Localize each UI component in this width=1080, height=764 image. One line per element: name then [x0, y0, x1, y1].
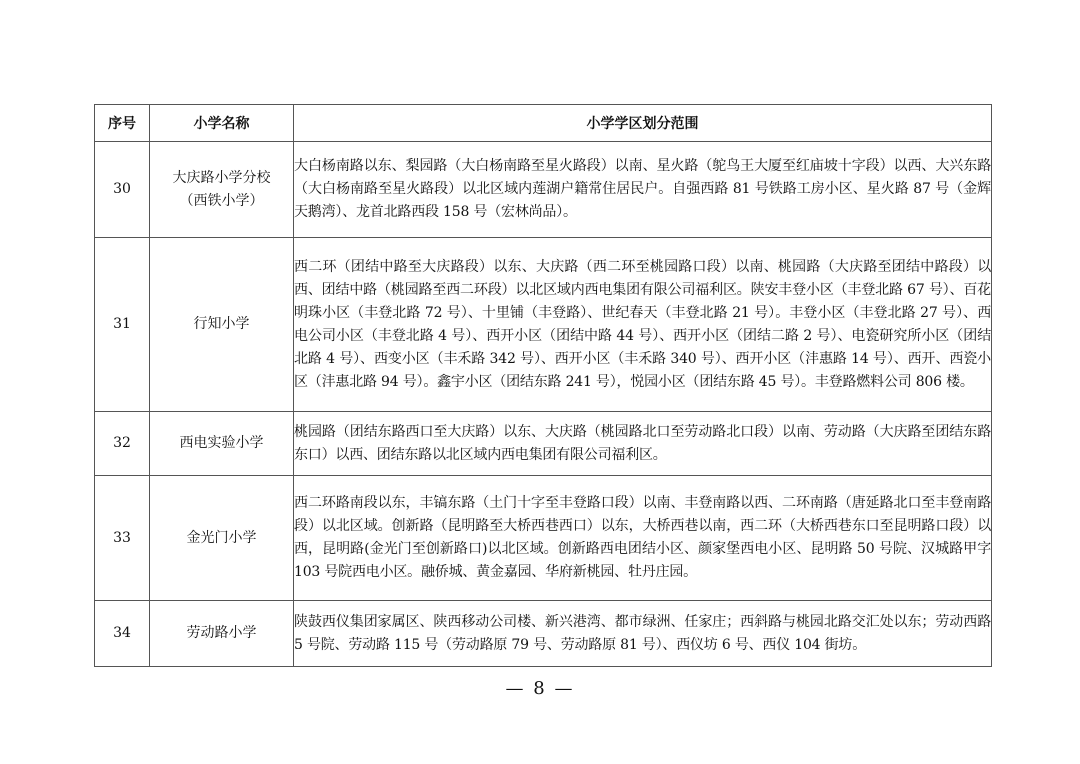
row-number: 34: [95, 601, 150, 667]
school-name: [150, 238, 294, 412]
district-range: 大白杨南路以东、梨园路（大白杨南路至星火路段）以南、星火路（鸵鸟王大厦至红庙坡十字段）以西、大兴东路（大白杨南路至星火路段）以北区域内莲湖户籍常住居民户。自强西路 81 号铁路工房小区、星火路 87 号（金辉天鹅湾）、龙首北路西段 158 号（宏林尚品）。: [294, 142, 992, 238]
school-name-line: 金光门小学: [186, 529, 257, 546]
school-district-table: [94, 104, 992, 667]
table-row: [95, 601, 992, 667]
header-district-range: 小学学区划分范围: [294, 105, 992, 142]
school-name-line: 劳动路小学: [186, 625, 257, 641]
district-range: 桃园路（团结东路西口至大庆路）以东、大庆路（桃园路北口至劳动路北口段）以南、劳动路（大庆路至团结东路东口）以西、团结东路以北区域内西电集团有限公司福利区。: [294, 412, 992, 476]
school-name: [150, 142, 294, 238]
school-name-line: 西电实验小学: [179, 435, 264, 451]
table-row: [95, 238, 992, 412]
district-range: 西二环（团结中路至大庆路段）以东、大庆路（西二环至桃园路口段）以南、桃园路（大庆路至团结中路段）以西、团结中路（桃园路至西二环段）以北区域内西电集团有限公司福利区。陕安丰登小区（丰登北路 67 号）、百花明珠小区（丰登北路 72 号）、十里铺（丰登路）、世纪春天（丰登北路 21 号）。丰登小区（丰登北路 27 号）、西电公司小区（丰登北路 4 号）、西开小区（团结中路 44 号）、西开小区（团结二路 2 号）、电瓷研究所小区（团结北路 4 号）、西变小区（丰禾路 342 号）、西开小区（丰禾路 340 号）、西开小区（沣惠路 14 号）、西开、西瓷小区（沣惠北路 94 号）。鑫宇小区（团结东路 241 号），悦园小区（团结东路 45 号）。丰登路燃料公司 806 楼。: [294, 238, 992, 412]
header-number: 序号: [95, 105, 150, 142]
table-header-row: [95, 105, 992, 142]
school-name-line: 行知小学: [193, 316, 250, 332]
row-number: 33: [95, 476, 150, 601]
district-range: 陕鼓西仪集团家属区、陕西移动公司楼、新兴港湾、都市绿洲、任家庄；西斜路与桃园北路交汇处以东；劳动西路 5 号院、劳动路 115 号（劳动路原 79 号、劳动路原 81 号）、西仪坊 6 号、西仪 104 街坊。: [294, 601, 992, 667]
row-number: 31: [95, 238, 150, 412]
table-row: [95, 142, 992, 238]
district-range: 西二环路南段以东，丰镐东路（土门十字至丰登路口段）以南、丰登南路以西、二环南路（唐延路北口至丰登南路段）以北区域。创新路（昆明路至大桥西巷西口）以东，大桥西巷以南，西二环（大桥西巷东口至昆明路口段）以西，昆明路(金光门至创新路口)以北区域。创新路西电团结小区、颜家堡西电小区、昆明路 50 号院、汉城路甲字 103 号院西电小区。融侨城、黄金嘉园、华府新桃园、牡丹庄园。: [294, 476, 992, 601]
row-number: 32: [95, 412, 150, 476]
school-name: [150, 476, 294, 601]
school-name-subline: （西铁小学）: [179, 192, 264, 209]
school-name: [150, 412, 294, 476]
school-name: [150, 601, 294, 667]
school-name-line: 大庆路小学分校: [172, 169, 271, 186]
table-row: [95, 476, 992, 601]
page-number: — 8 —: [505, 678, 575, 699]
header-school-name: 小学名称: [150, 105, 294, 142]
table-row: [95, 412, 992, 476]
row-number: 30: [95, 142, 150, 238]
